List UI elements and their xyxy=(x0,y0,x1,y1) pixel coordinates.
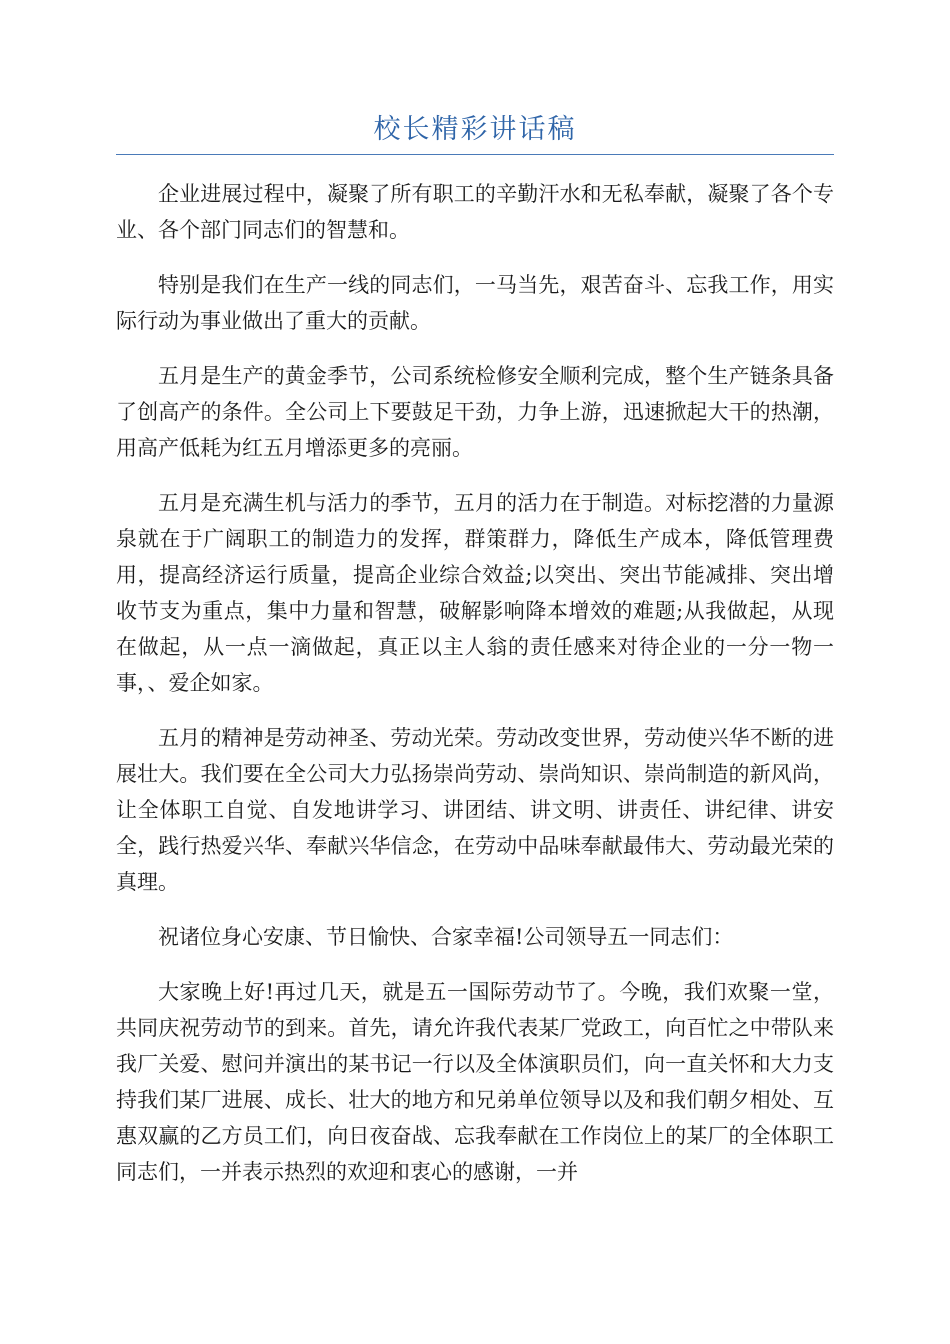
paragraph: 五月的精神是劳动神圣、劳动光荣。劳动改变世界，劳动使兴华不断的进展壮大。我们要在全公司大力弘扬崇尚劳动、崇尚知识、崇尚制造的新风尚，让全体职工自觉、自发地讲学习、讲团结、讲文明、讲责任、讲纪律、讲安全，践行热爱兴华、奉献兴华信念，在劳动中品味奉献最伟大、劳动最光荣的真理。 xyxy=(116,726,834,894)
paragraph: 祝诸位身心安康、节日愉快、合家幸福!公司领导五一同志们： xyxy=(158,925,734,949)
document-title: 校长精彩讲话稿 xyxy=(373,114,577,145)
title-underline xyxy=(116,154,834,155)
document-body xyxy=(116,176,834,1209)
paragraph: 大家晚上好!再过几天，就是五一国际劳动节了。今晚，我们欢聚一堂，共同庆祝劳动节的到来。首先，请允许我代表某厂党政工，向百忙之中带队来我厂关爱、慰问并演出的某书记一行以及全体演职员们，向一直关怀和大力支持我们某厂进展、成长、壮大的地方和兄弟单位领导以及和我们朝夕相处、互惠双赢的乙方员工们，向日夜奋战、忘我奉献在工作岗位上的某厂的全体职工同志们，一并表示热烈的欢迎和衷心的感谢，一并 xyxy=(116,980,834,1184)
paragraph: 特别是我们在生产一线的同志们，一马当先，艰苦奋斗、忘我工作，用实际行动为事业做出了重大的贡献。 xyxy=(116,273,834,333)
paragraph: 五月是充满生机与活力的季节，五月的活力在于制造。对标挖潜的力量源泉就在于广阔职工的制造力的发挥，群策群力，降低生产成本，降低管理费用，提高经济运行质量，提高企业综合效益;以突出、突出节能减排、突出增收节支为重点，集中力量和智慧，破解影响降本增效的难题;从我做起，从现在做起，从一点一滴做起，真正以主人翁的责任感来对待企业的一分一物一事，、爱企如家。 xyxy=(116,491,834,695)
paragraph: 企业进展过程中，凝聚了所有职工的辛勤汗水和无私奉献，凝聚了各个专业、各个部门同志们的智慧和。 xyxy=(116,182,834,242)
paragraph: 五月是生产的黄金季节，公司系统检修安全顺利完成，整个生产链条具备了创高产的条件。全公司上下要鼓足干劲，力争上游，迅速掀起大干的热潮，用高产低耗为红五月增添更多的亮丽。 xyxy=(116,364,834,460)
